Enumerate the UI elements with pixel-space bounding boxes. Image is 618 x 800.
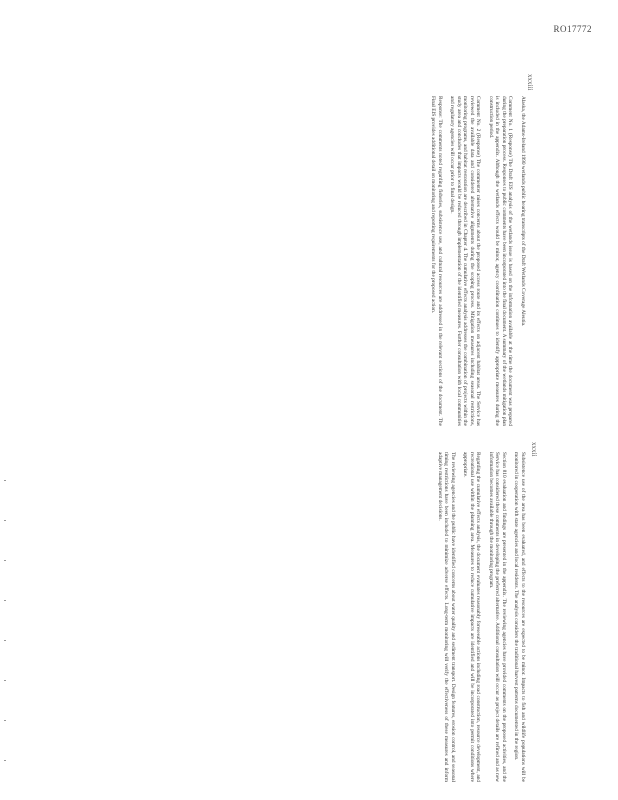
body-paragraph-2: Section 810 evaluation and findings are presented in the appendix. The reviewing agencies have provided comments on the proposed activities, and the Service has considered these comments in developing the preferred alternative. Additional consultation will occur as project details are refined and as new information becomes available through the monitoring program. — [488, 452, 507, 782]
comment-response-1: Comment No. 1 (Response) The Draft EIS analysis of the wetlands issue is based on the information available at the time the document was prepared during the preparation process. Responses to public comments have been incorporated into the final document. A summary of the wetlands mitigation plan is included in the appendix. Although the wetlands effects would be minor, agency coordination continues to identify appropriate measures during the construction period. — [488, 96, 514, 426]
right-page-text-block — [424, 96, 526, 426]
comment-response-3: Response: The comments noted regarding fisheries, subsistence use, and cultural resources are addressed in the relevant sections of the document. The Final EIS provides additional detail on monitoring and reporting requirements for the proposed action. — [430, 96, 443, 426]
left-page-text-block — [431, 452, 527, 782]
body-paragraph-3: Regarding the cumulative effects analysis, the document evaluates reasonably foreseeable actions including road construction, resource development, and recreational use within the planning area. Measures to reduce cumulative impacts are identified and will be incorporated into permit conditions where appropriate. — [462, 452, 482, 782]
page-number-top: xxxiii — [526, 74, 534, 91]
body-paragraph-4: The reviewing agencies and the public have identified concerns about water quality and sediment transport. Design features, erosion control, and seasonal timing restrictions have been included to minimize adverse effects. Long-term monitoring will verify the effectiveness of these measures and inform adaptive management decisions. — [437, 452, 456, 782]
scan-edge-marks — [4, 0, 6, 800]
intro-paragraph: Alaska, the Adams-Ireland 1990 wetlands public hearing transcripts of the Draft Wetlands Coverage Aleutia. — [520, 96, 526, 327]
body-paragraph-1: Subsistence use of the area has been evaluated, and effects to the resources are expected to be minor. Impacts to fish and wildlife populations will be monitored in cooperation with state agencies and local residents. The analysis considers the traditional harvest patterns documented in the region. — [513, 452, 526, 782]
document-id: RO17772 — [553, 24, 592, 34]
page-number-bottom: xxxii — [530, 442, 538, 457]
comment-response-2: Comment No. 2 (Response) The commenter raises concerns about the proposed access route and its effects on adjacent habitat areas. The Service has reviewed the available data and considered alternative alignments during the scoping process. Mitigation measures including seasonal restrictions, monitoring programs, and habitat restoration are described in Chapter 4. The cumulative effects analysis addresses the combination of projects within the study area and concludes that impacts would be reduced through implementation of the identified measures. Further consultation with local communities and regulatory agencies will occur prior to final design. — [449, 96, 482, 426]
